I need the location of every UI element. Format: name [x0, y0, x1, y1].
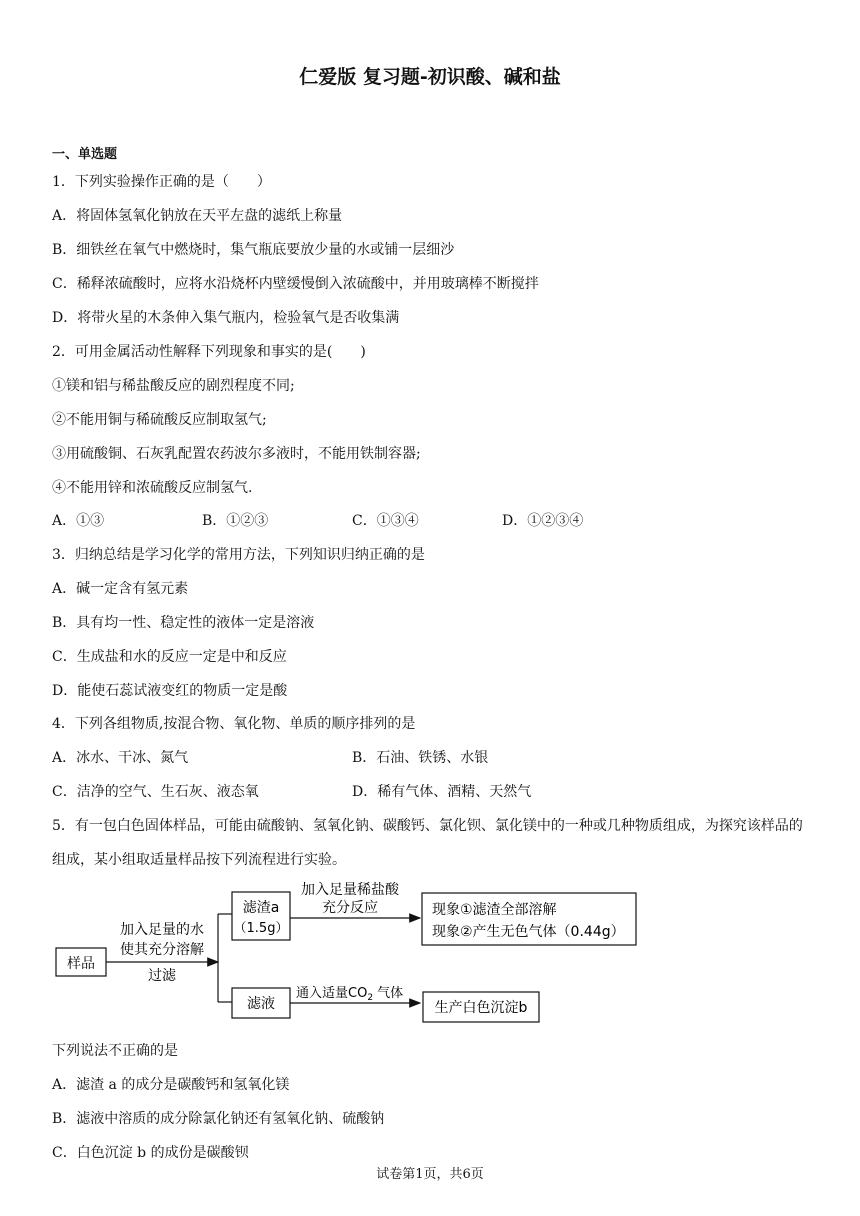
question-3-option-a: A．碱一定含有氢元素 [52, 581, 189, 597]
page-title: 仁爱版 复习题-初识酸、碱和盐 [299, 66, 561, 88]
question-1-stem: 1．下列实验操作正确的是（ ） [52, 174, 271, 190]
question-2-statement-3: ③用硫酸铜、石灰乳配置农药波尔多液时，不能用铁制容器; [52, 446, 421, 462]
question-2-statement-4: ④不能用锌和浓硫酸反应制氢气. [52, 480, 253, 496]
question-4-option-c: C．洁净的空气、生石灰、液态氧 [52, 784, 259, 800]
acid-text-2: 充分反应 [322, 900, 378, 916]
result-text-1: 现象①滤渣全部溶解 [432, 902, 557, 918]
question-2-statement-1: ①镁和铝与稀盐酸反应的剧烈程度不同; [52, 378, 295, 394]
question-2-statement-2: ②不能用铜与稀硫酸反应制取氢气; [52, 412, 267, 428]
step1-text-2: 使其充分溶解 [120, 942, 204, 958]
co2-text: 通入适量$CO_2$ 气体 [296, 986, 404, 1003]
step1-text-1: 加入足量的水 [120, 922, 204, 938]
section-heading: 一、单选题 [52, 147, 118, 162]
question-3-option-c: C．生成盐和水的反应一定是中和反应 [52, 649, 287, 665]
question-2-option-b: B．①②③ [202, 513, 269, 529]
question-5-option-a: A．滤渣 a 的成分是碳酸钙和氢氧化镁 [52, 1077, 290, 1093]
flow-diagram [50, 876, 660, 1036]
question-5-ask: 下列说法不正确的是 [52, 1043, 178, 1059]
question-5-option-c: C．白色沉淀 b 的成份是碳酸钡 [52, 1145, 249, 1161]
question-1-option-d: D．将带火星的木条伸入集气瓶内，检验氧气是否收集满 [52, 310, 400, 326]
question-4-stem: 4．下列各组物质,按混合物、氧化物、单质的顺序排列的是 [52, 716, 416, 732]
question-5-option-b: B．滤液中溶质的成分除氯化钠还有氢氧化钠、硫酸钠 [52, 1111, 385, 1127]
question-5-stem: 5．有一包白色固体样品，可能由硫酸钠、氢氧化钠、碳酸钙、氯化钡、氯化镁中的一种或几种物质组成，为探究该样品的组成，某小组取适量样品按下列流程进行实验。 [52, 818, 803, 868]
question-4-option-d: D．稀有气体、酒精、天然气 [352, 784, 532, 800]
step1-text-3: 过滤 [148, 968, 176, 984]
result-text-2: 现象②产生无色气体（0.44g） [432, 924, 625, 940]
question-4-option-b: B．石油、铁锈、水银 [352, 750, 489, 766]
question-3-stem: 3．归纳总结是学习化学的常用方法，下列知识归纳正确的是 [52, 547, 425, 563]
residue-label: 滤渣a [242, 900, 280, 916]
acid-text-1: 加入足量稀盐酸 [301, 882, 399, 898]
page-footer: 试卷第1页，共6页 [376, 1167, 484, 1182]
question-3-option-d: D．能使石蕊试液变红的物质一定是酸 [52, 683, 288, 699]
question-1-option-b: B．细铁丝在氧气中燃烧时，集气瓶底要放少量的水或铺一层细沙 [52, 242, 455, 258]
question-2-option-d: D．①②③④ [502, 513, 584, 529]
question-4-option-a: A．冰水、干冰、氮气 [52, 750, 189, 766]
sample-label: 样品 [67, 956, 95, 972]
question-1-option-c: C．稀释浓硫酸时，应将水沿烧杯内壁缓慢倒入浓硫酸中，并用玻璃棒不断搅拌 [52, 276, 539, 292]
question-3-option-b: B．具有均一性、稳定性的液体一定是溶液 [52, 615, 315, 631]
question-2-option-a: A．①③ [52, 513, 105, 529]
question-1-option-a: A．将固体氢氧化钠放在天平左盘的滤纸上称量 [52, 208, 343, 224]
filtrate-label: 滤液 [247, 996, 275, 1012]
question-2-stem: 2．可用金属活动性解释下列现象和事实的是( ) [52, 344, 366, 360]
question-2-option-c: C．①③④ [352, 513, 419, 529]
precipitate-label: 生产白色沉淀b [434, 1000, 528, 1016]
residue-mass: （1.5g） [233, 921, 289, 936]
